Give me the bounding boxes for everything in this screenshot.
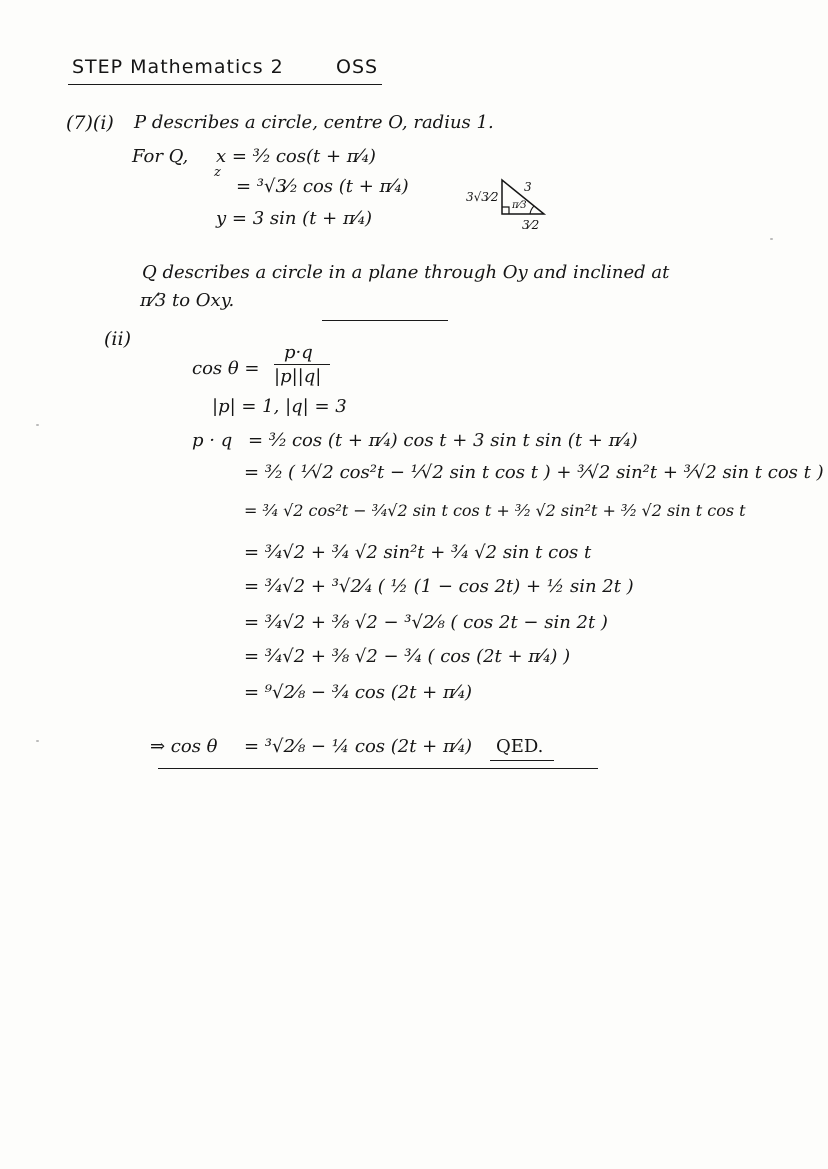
working-line-8: = ⁹√2⁄₈ − ³⁄₄ cos (2t + π⁄₄) [244,682,473,703]
scan-mark [36,424,39,426]
cos-theta-denominator: |p||q| [274,366,322,387]
result-lhs: ⇒ cos θ [150,736,218,757]
for-q-label: For Q, [132,146,189,167]
working-line-6: = ³⁄₄√2 + ³⁄₈ √2 − ³√2⁄₈ ( cos 2t − sin 2t ) [244,612,608,633]
part-i-divider [322,320,448,321]
working-line-2: = ³⁄₂ ( ¹⁄√2 cos²t − ¹⁄√2 sin t cos t ) + ³⁄√2 sin²t + ³⁄√2 sin t cos t ) [244,462,824,483]
triangle-side-left: 3√3⁄2 [466,190,499,204]
question-label: (7)(i) [66,112,114,134]
triangle-side-bottom: 3⁄2 [522,218,540,232]
y-equation: y = 3 sin (t + π⁄₄) [216,208,373,229]
working-line-4: = ³⁄₄√2 + ³⁄₄ √2 sin²t + ³⁄₄ √2 sin t cos t [244,542,592,563]
part-ii-label: (ii) [104,328,131,350]
p-describes-line: P describes a circle, centre O, radius 1. [134,112,494,133]
paper-code: OSS [336,56,379,78]
modulus-values: |p| = 1, |q| = 3 [212,396,347,417]
triangle-angle: π⁄3 [512,200,527,211]
working-line-1: = ³⁄₂ cos (t + π⁄₄) cos t + 3 sin t sin (t + π⁄₄) [248,430,638,451]
triangle-hypotenuse: 3 [524,180,532,194]
x-equation-1: x = ³⁄₂ cos(t + π⁄₄) [216,146,376,167]
header-underline [68,84,382,85]
x-margin-mark: z [214,165,221,180]
cos-theta-lhs: cos θ = [192,358,260,379]
qed-mark: QED. [496,736,544,757]
working-line-7: = ³⁄₄√2 + ³⁄₈ √2 − ³⁄₄ ( cos (2t + π⁄₄) ) [244,646,571,667]
q-describes-line-2: π⁄3 to Oxy. [140,290,235,311]
result-rhs: = ³√2⁄₈ − ¼ cos (2t + π⁄₄) [244,736,473,757]
working-line-3: = ³⁄₄ √2 cos²t − ³⁄₄√2 sin t cos t + ³⁄₂ √2 sin²t + ³⁄₂ √2 sin t cos t [244,501,746,520]
scan-mark [36,740,39,742]
qed-underline [490,760,554,761]
fraction-bar [274,364,330,365]
cos-theta-numerator: p·q [284,342,313,363]
q-describes-line-1: Q describes a circle in a plane through Oy and inclined at [142,262,670,283]
end-rule [158,768,598,769]
scan-mark [770,238,773,240]
dot-product-lhs: p · q [192,430,233,451]
x-equation-2: = ³√3⁄₂ cos (t + π⁄₄) [236,176,409,197]
page-title: STEP Mathematics 2 [72,56,284,78]
working-line-5: = ³⁄₄√2 + ³√2⁄₄ ( ½ (1 − cos 2t) + ½ sin 2t ) [244,576,634,597]
